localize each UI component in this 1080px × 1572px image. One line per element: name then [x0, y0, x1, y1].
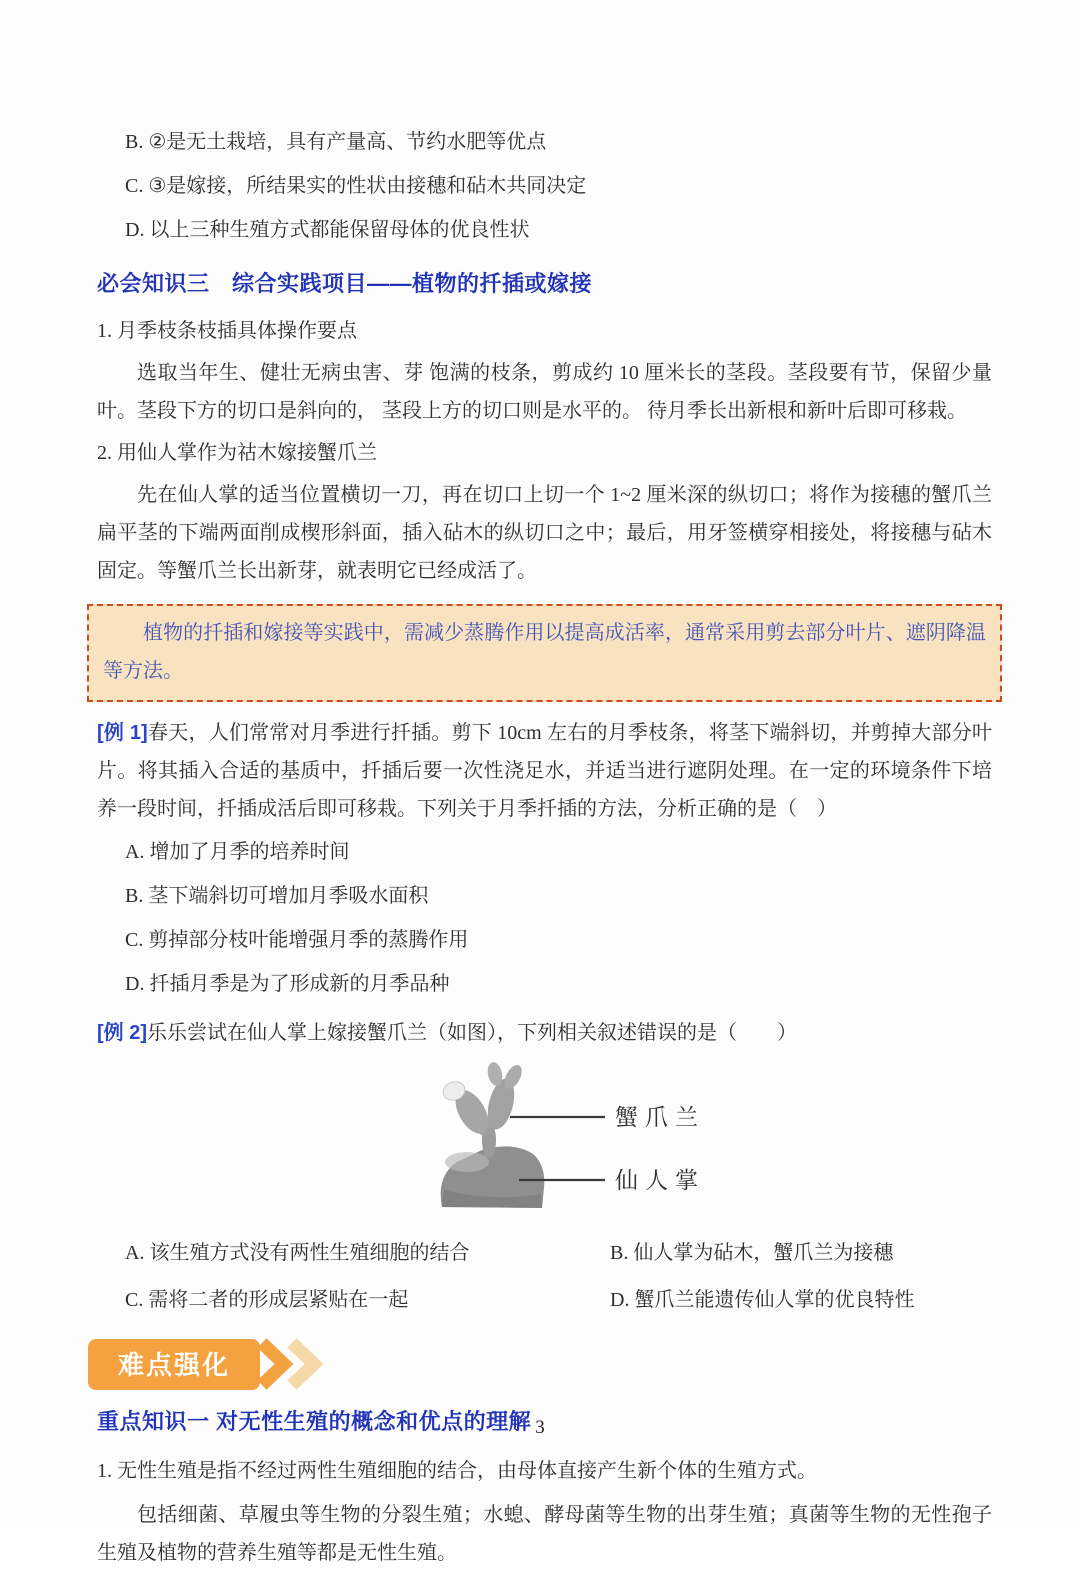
example2-option-a: A. 该生殖方式没有两性生殖细胞的结合 — [125, 1242, 470, 1264]
badge-chevrons-icon — [254, 1339, 340, 1389]
example1-option-c: C. 剪掉部分枝叶能增强月季的蒸腾作用 — [125, 929, 469, 951]
difficulty-section-banner — [88, 1339, 992, 1389]
key-knowledge-paragraph: 包括细菌、草履虫等生物的分裂生殖；水螅、酵母菌等生物的出芽生殖；真菌等生物的无性孢子生殖及植物的营养生殖等都是无性生殖。 — [97, 1504, 992, 1564]
example2-options — [125, 1239, 992, 1315]
page-number: 3 — [535, 1417, 545, 1438]
tip-note-text: 植物的扦插和嫁接等实践中，需减少蒸腾作用以提高成活率，通常采用剪去部分叶片、遮阴降温等方法。 — [103, 622, 986, 682]
item2-paragraph: 先在仙人掌的适当位置横切一刀，再在切口上切一个 1~2 厘米深的纵切口；将作为接穗的蟹爪兰扁平茎的下端两面削成楔形斜面，插入砧木的纵切口之中；最后，用牙签横穿相接处，将接穗与砧木固定。等蟹爪兰长出新芽，就表明它已经成活了。 — [97, 484, 992, 582]
key-knowledge-heading: 重点知识一 对无性生殖的概念和优点的理解 — [97, 1409, 532, 1434]
key-knowledge-item1: 1. 无性生殖是指不经过两性生殖细胞的结合，由母体直接产生新个体的生殖方式。 — [97, 1460, 817, 1482]
figure-label-stock: 仙人掌 — [615, 1168, 705, 1194]
cactus-graft-illustration-icon — [427, 1062, 767, 1222]
item2-title: 2. 用仙人掌作为祜木嫁接蟹爪兰 — [97, 442, 377, 464]
item1-paragraph: 选取当年生、健壮无病虫害、芽 饱满的枝条，剪成约 10 厘米长的茎段。茎段要有节，保留少量叶。茎段下方的切口是斜向的， 茎段上方的切口则是水平的。 待月季长出新根和新叶后即可移栽。 — [97, 362, 992, 422]
tip-note-box — [87, 604, 1002, 702]
option-d: D. 以上三种生殖方式都能保留母体的优良性状 — [125, 219, 530, 241]
example1-text: 春天，人们常常对月季进行扦插。剪下 10cm 左右的月季枝条，将茎下端斜切，并剪掉大部分叶片。将其插入合适的基质中，扦插后要一次性浇足水，并适当进行遮阴处理。在一定的环境条件下培养一段时间，扦插成活后即可移栽。下列关于月季扦插的方法，分析正确的是（ ） — [97, 722, 993, 820]
example2-option-b: B. 仙人掌为砧木，蟹爪兰为接穗 — [610, 1242, 894, 1264]
example1-option-b: B. 茎下端斜切可增加月季吸水面积 — [125, 885, 429, 907]
item1-title: 1. 月季枝条枝插具体操作要点 — [97, 320, 357, 342]
example1-options — [97, 838, 992, 999]
example2-text: 乐乐尝试在仙人掌上嫁接蟹爪兰（如图），下列相关叙述错误的是（ ） — [147, 1022, 797, 1044]
option-b: B. ②是无土栽培，具有产量高、节约水肥等优点 — [125, 131, 547, 153]
example1-marker: [例 1] — [97, 722, 148, 744]
grafting-figure — [427, 1062, 992, 1227]
option-c: C. ③是嫁接，所结果实的性状由接穗和砧木共同决定 — [125, 175, 587, 197]
example1-stem — [97, 714, 992, 828]
example2-option-d: D. 蟹爪兰能遗传仙人掌的优良特性 — [610, 1289, 915, 1311]
cactus-mound-highlight — [445, 1152, 489, 1172]
chevron-solid — [262, 1343, 284, 1385]
section-heading-knowledge-3: 必会知识三 综合实践项目——植物的扦插或嫁接 — [97, 271, 593, 296]
example1-option-d: D. 扦插月季是为了形成新的月季品种 — [125, 973, 450, 995]
example2-stem — [97, 1014, 992, 1052]
chevron-light — [292, 1343, 314, 1385]
difficulty-badge-label: 难点强化 — [88, 1339, 260, 1390]
example1-option-a: A. 增加了月季的培养时间 — [125, 841, 350, 863]
example2-marker: [例 2] — [97, 1022, 147, 1044]
previous-question-options — [97, 128, 992, 245]
example2-option-c: C. 需将二者的形成层紧贴在一起 — [125, 1289, 409, 1311]
figure-label-scion: 蟹爪兰 — [615, 1105, 705, 1131]
